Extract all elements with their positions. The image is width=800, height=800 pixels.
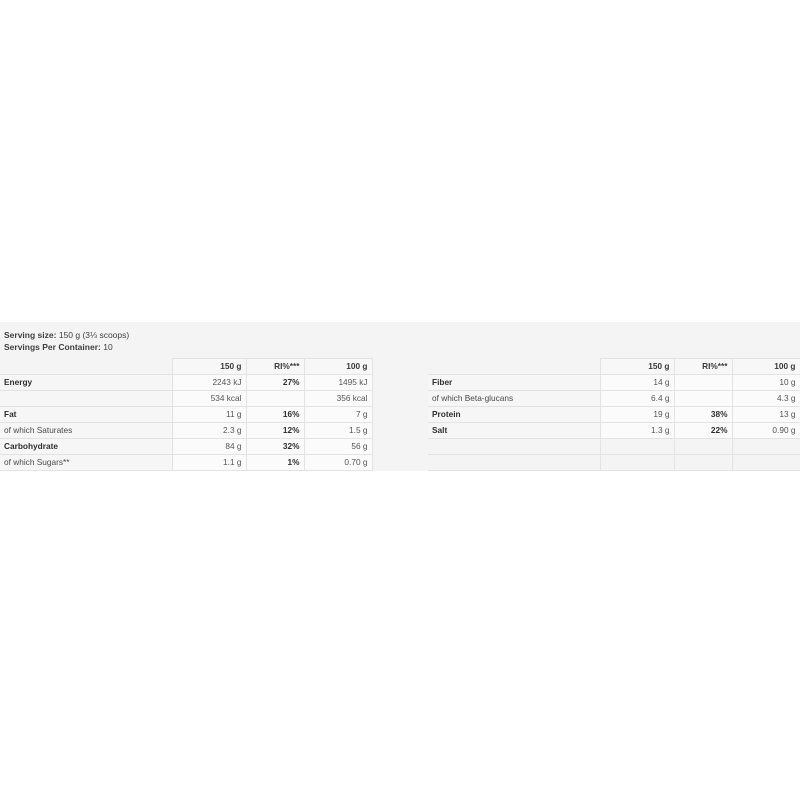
row-value-per100: 0.90 g — [732, 422, 800, 438]
row-value-serving — [600, 454, 674, 470]
column-header-serving: 150 g — [172, 358, 246, 374]
row-value-serving: 1.3 g — [600, 422, 674, 438]
row-value-serving: 19 g — [600, 406, 674, 422]
serving-size-value: 150 g (3⅓ scoops) — [58, 330, 130, 340]
row-label — [428, 454, 600, 470]
nutrition-table-left — [0, 358, 373, 471]
table-row — [428, 422, 800, 438]
row-value-ri: 16% — [246, 406, 304, 422]
table-row — [428, 454, 800, 470]
row-value-per100: 1495 kJ — [304, 374, 372, 390]
column-header-ri: RI%*** — [674, 358, 732, 374]
row-value-ri — [674, 374, 732, 390]
row-value-per100: 1.5 g — [304, 422, 372, 438]
row-value-ri: 12% — [246, 422, 304, 438]
servings-per-container-line — [4, 341, 800, 353]
row-label: Protein — [428, 406, 600, 422]
row-value-ri: 27% — [246, 374, 304, 390]
row-value-serving: 1.1 g — [172, 454, 246, 470]
serving-size-line — [4, 329, 800, 341]
column-header-per100: 100 g — [304, 358, 372, 374]
row-value-ri — [246, 390, 304, 406]
row-value-ri: 32% — [246, 438, 304, 454]
row-label: of which Saturates — [0, 422, 172, 438]
row-value-per100 — [732, 438, 800, 454]
row-value-ri: 22% — [674, 422, 732, 438]
table-row — [0, 422, 372, 438]
row-label: Energy — [0, 374, 172, 390]
servings-per-container-value: 10 — [103, 342, 113, 353]
row-value-serving: 14 g — [600, 374, 674, 390]
row-label: Salt — [428, 422, 600, 438]
row-value-per100: 13 g — [732, 406, 800, 422]
row-label: Carbohydrate — [0, 438, 172, 454]
column-header-ri: RI%*** — [246, 358, 304, 374]
row-value-ri — [674, 454, 732, 470]
row-value-per100: 10 g — [732, 374, 800, 390]
row-value-per100: 356 kcal — [304, 390, 372, 406]
column-header-name — [428, 358, 600, 374]
row-value-per100: 56 g — [304, 438, 372, 454]
nutrition-panel — [0, 322, 800, 471]
table-row — [0, 454, 372, 470]
row-label — [428, 438, 600, 454]
row-value-serving: 84 g — [172, 438, 246, 454]
row-value-serving: 534 kcal — [172, 390, 246, 406]
nutrition-table-right — [428, 358, 800, 471]
table-row — [428, 374, 800, 390]
row-value-per100 — [732, 454, 800, 470]
row-value-serving: 2243 kJ — [172, 374, 246, 390]
row-value-per100: 4.3 g — [732, 390, 800, 406]
table-row — [428, 438, 800, 454]
row-value-serving: 11 g — [172, 406, 246, 422]
table-row — [0, 438, 372, 454]
row-value-ri — [674, 390, 732, 406]
row-label: Fiber — [428, 374, 600, 390]
row-label: Fat — [0, 406, 172, 422]
row-value-ri — [674, 438, 732, 454]
nutrition-table-right-wrap — [400, 358, 800, 471]
table-row — [0, 406, 372, 422]
row-value-per100: 7 g — [304, 406, 372, 422]
table-row — [0, 390, 372, 406]
table-row — [0, 374, 372, 390]
table-header-row — [428, 358, 800, 374]
row-label — [0, 390, 172, 406]
row-value-serving — [600, 438, 674, 454]
column-header-name — [0, 358, 172, 374]
row-value-ri: 38% — [674, 406, 732, 422]
column-header-per100: 100 g — [732, 358, 800, 374]
column-header-serving: 150 g — [600, 358, 674, 374]
servings-per-container-label: Servings Per Container: — [4, 342, 101, 353]
serving-size-label: Serving size: — [4, 330, 57, 340]
serving-info — [0, 322, 800, 358]
row-value-serving: 6.4 g — [600, 390, 674, 406]
row-value-ri: 1% — [246, 454, 304, 470]
nutrition-tables — [0, 358, 800, 471]
row-label: of which Sugars** — [0, 454, 172, 470]
nutrition-table-left-wrap — [0, 358, 400, 471]
table-row — [428, 406, 800, 422]
row-value-serving: 2.3 g — [172, 422, 246, 438]
table-header-row — [0, 358, 372, 374]
row-label: of which Beta-glucans — [428, 390, 600, 406]
row-value-per100: 0.70 g — [304, 454, 372, 470]
table-row — [428, 390, 800, 406]
